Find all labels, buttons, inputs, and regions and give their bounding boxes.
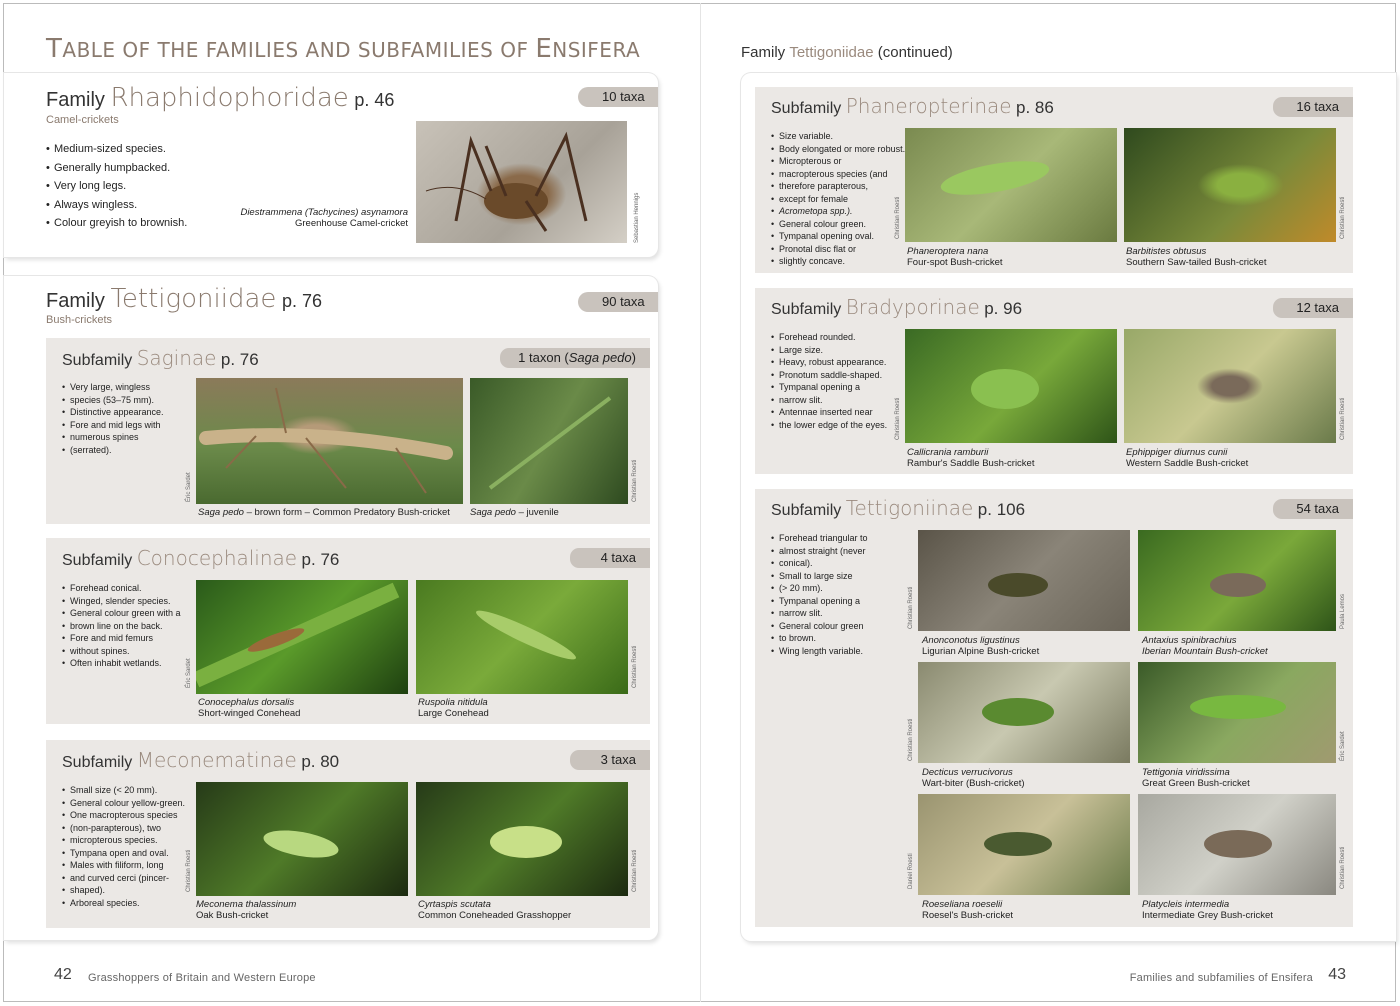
- subfamily-bradyporinae: [755, 288, 1353, 474]
- feature-item: • Very large, wingless: [62, 381, 164, 394]
- feature-item: • Pronotum saddle-shaped.: [771, 369, 887, 382]
- feature-list: [771, 532, 868, 657]
- feature-list: [62, 784, 185, 909]
- feature-item: • (non-parapterous), two: [62, 822, 185, 835]
- family-heading: Family Rhaphidophoridae p. 46: [46, 83, 395, 113]
- feature-item: • Large size.: [771, 344, 887, 357]
- taxa-badge: 16 taxa: [1273, 97, 1353, 117]
- taxa-badge: 12 taxa: [1273, 298, 1353, 318]
- photo-credit: Éric Sardet: [186, 658, 192, 688]
- photo-caption: Phaneroptera nana Four-spot Bush-cricket: [907, 246, 1003, 268]
- photo-caption: Barbitistes obtusus Southern Saw-tailed Bush-cricket: [1126, 246, 1267, 268]
- photo-caption: Cyrtaspis scutata Common Coneheaded Grasshopper: [418, 899, 572, 921]
- taxa-badge: 90 taxa: [578, 292, 658, 312]
- photo-caption: Saga pedo – juvenile: [470, 507, 559, 518]
- feature-list: [771, 130, 905, 268]
- photo-ruspolia-nitidula: [416, 580, 628, 694]
- feature-item: • brown line on the back.: [62, 620, 181, 633]
- family-heading: Family Tettigoniidae p. 76: [46, 284, 323, 314]
- photo-credit: Éric Sardet: [1340, 731, 1346, 761]
- photo-credit: Christian Roesti: [632, 645, 638, 688]
- family-card-rhaphidophoridae: [4, 73, 658, 257]
- feature-item: • almost straight (never: [771, 545, 868, 558]
- feature-item: • One macropterous species: [62, 809, 185, 822]
- photo-caption: Conocephalus dorsalis Short-winged Conehead: [198, 697, 301, 719]
- feature-item: • General colour green: [771, 620, 868, 633]
- subfamily-tettigoniinae: [755, 489, 1353, 927]
- feature-item: • Size variable.: [771, 130, 905, 143]
- photo-antaxius-spinibrachius: [1138, 530, 1336, 631]
- photo-caption: Decticus verrucivorus Wart-biter (Bush-cricket): [922, 767, 1025, 789]
- footer-chapter-title: Families and subfamilies of Ensifera: [1129, 972, 1313, 984]
- feature-item: • narrow slit.: [771, 607, 868, 620]
- feature-item: • Small size (< 20 mm).: [62, 784, 185, 797]
- feature-item: • slightly concave.: [771, 255, 905, 268]
- photo-caption: Platycleis intermedia Intermediate Grey Bush-cricket: [1142, 899, 1273, 921]
- feature-item: • Tympanal opening a: [771, 595, 868, 608]
- feature-item: • Fore and mid legs with: [62, 419, 164, 432]
- photo-caption: Meconema thalassinum Oak Bush-cricket: [196, 899, 297, 921]
- photo-credit: Christian Roesti: [632, 459, 638, 502]
- feature-item: • Medium-sized species.: [46, 140, 187, 159]
- photo-caption: Saga pedo – brown form – Common Predatory Bush-cricket: [198, 507, 450, 518]
- photo-credit: Paula Lemos: [1340, 593, 1346, 629]
- feature-item: • Generally humpbacked.: [46, 159, 187, 178]
- subfamily-conocephalinae: [46, 538, 650, 724]
- photo-caption: Ephippiger diurnus cunii Western Saddle Bush-cricket: [1126, 447, 1249, 469]
- subfamily-meconematinae: [46, 740, 650, 928]
- feature-item: • species (53–75 mm).: [62, 394, 164, 407]
- feature-item: • Tympanal opening a: [771, 381, 887, 394]
- photo-credit: Christian Roesti: [1340, 196, 1346, 239]
- feature-item: • Always wingless.: [46, 196, 187, 215]
- photo-phaneroptera-nana: [905, 128, 1117, 242]
- feature-item: • Small to large size: [771, 570, 868, 583]
- feature-item: • micropterous species.: [62, 834, 185, 847]
- photo-credit: Éric Sardet: [186, 472, 192, 502]
- feature-item: • Body elongated or more robust.: [771, 143, 905, 156]
- photo-cyrtaspis-scutata: [416, 782, 628, 896]
- subfamily-heading: Subfamily Conocephalinae p. 76: [62, 546, 340, 570]
- photo-decticus-verrucivorus: [918, 662, 1130, 763]
- feature-item: • (serrated).: [62, 444, 164, 457]
- photo-camel-cricket: [416, 121, 627, 243]
- feature-item: • numerous spines: [62, 431, 164, 444]
- feature-item: • macropterous species (and: [771, 168, 905, 181]
- feature-list: [62, 381, 164, 456]
- feature-item: • Forehead triangular to: [771, 532, 868, 545]
- feature-item: • Tympana open and oval.: [62, 847, 185, 860]
- family-common-name: Bush-crickets: [46, 314, 113, 326]
- photo-caption: Antaxius spinibrachius Iberian Mountain Bush-cricket: [1142, 635, 1268, 657]
- photo-platycleis-intermedia: [1138, 794, 1336, 895]
- feature-item: • General colour yellow-green.: [62, 797, 185, 810]
- feature-item: • without spines.: [62, 645, 181, 658]
- feature-item: • Distinctive appearance.: [62, 406, 164, 419]
- feature-item: • the lower edge of the eyes.: [771, 419, 887, 432]
- taxa-badge: 3 taxa: [570, 750, 650, 770]
- feature-item: • Males with filiform, long: [62, 859, 185, 872]
- feature-list: [62, 582, 181, 670]
- feature-item: • Micropterous or: [771, 155, 905, 168]
- subfamily-heading: Subfamily Saginae p. 76: [62, 346, 259, 370]
- feature-list: [46, 140, 187, 233]
- taxa-badge: 54 taxa: [1273, 499, 1353, 519]
- feature-item: • conical).: [771, 557, 868, 570]
- subfamily-heading: Subfamily Tettigoniinae p. 106: [771, 496, 1026, 520]
- feature-item: • to brown.: [771, 632, 868, 645]
- photo-credit: Christian Roesti: [1340, 397, 1346, 440]
- feature-item: • General colour green with a: [62, 607, 181, 620]
- photo-caption: Diestrammena (Tachycines) asynamora Greenhouse Camel-cricket: [240, 207, 408, 229]
- taxa-badge: 10 taxa: [578, 87, 658, 107]
- feature-item: • Pronotal disc flat or: [771, 243, 905, 256]
- photo-caption: Anonconotus ligustinus Ligurian Alpine Bush-cricket: [922, 635, 1040, 657]
- feature-item: • Tympanal opening oval.: [771, 230, 905, 243]
- photo-caption: Callicrania ramburii Rambur's Saddle Bush-cricket: [907, 447, 1035, 469]
- feature-item: • General colour green.: [771, 218, 905, 231]
- photo-credit: Christian Roesti: [908, 586, 914, 629]
- feature-item: • Antennae inserted near: [771, 406, 887, 419]
- photo-credit: Christian Roesti: [186, 849, 192, 892]
- photo-credit: Christian Roesti: [1340, 846, 1346, 889]
- photo-credit: Daniel Roesti: [908, 853, 914, 889]
- feature-item: • Heavy, robust appearance.: [771, 356, 887, 369]
- subfamily-heading: Subfamily Meconematinae p. 80: [62, 748, 340, 772]
- photo-credit: Sebastian Hennigs: [634, 192, 640, 243]
- feature-item: • Very long legs.: [46, 177, 187, 196]
- feature-item: • Often inhabit wetlands.: [62, 657, 181, 670]
- photo-callicrania-ramburii: [905, 329, 1117, 443]
- feature-item: • Winged, slender species.: [62, 595, 181, 608]
- taxa-badge: 1 taxon (Saga pedo): [500, 348, 650, 368]
- right-page-heading: Family Tettigoniidae (continued): [741, 44, 953, 61]
- page-number-right: 43: [1328, 966, 1346, 983]
- family-common-name: Camel-crickets: [46, 114, 119, 126]
- photo-credit: Christian Roesti: [908, 718, 914, 761]
- feature-item: • Colour greyish to brownish.: [46, 214, 187, 233]
- page-number-left: 42: [54, 966, 72, 983]
- family-card-tettigoniidae-continued: [741, 73, 1396, 941]
- photo-roeseliana-roeselii: [918, 794, 1130, 895]
- photo-saga-pedo-juvenile: [470, 378, 628, 504]
- feature-item: • Arboreal species.: [62, 897, 185, 910]
- feature-item: • Forehead conical.: [62, 582, 181, 595]
- feature-list: [771, 331, 887, 431]
- photo-meconema-thalassinum: [196, 782, 408, 896]
- photo-caption: Roeseliana roeselii Roesel's Bush-cricket: [922, 899, 1014, 921]
- subfamily-heading: Subfamily Bradyporinae p. 96: [771, 295, 1023, 319]
- feature-item: • Forehead rounded.: [771, 331, 887, 344]
- feature-item: • Acrometopa spp.).: [771, 205, 905, 218]
- feature-item: • (> 20 mm).: [771, 582, 868, 595]
- photo-credit: Christian Roesti: [895, 196, 901, 239]
- spine-divider: [700, 3, 701, 1002]
- photo-conocephalus-dorsalis: [196, 580, 408, 694]
- footer-book-title: Grasshoppers of Britain and Western Europe: [88, 972, 316, 984]
- subfamily-heading: Subfamily Phaneropterinae p. 86: [771, 94, 1054, 118]
- taxa-badge: 4 taxa: [570, 548, 650, 568]
- feature-item: • shaped).: [62, 884, 185, 897]
- photo-tettigonia-viridissima: [1138, 662, 1336, 763]
- photo-barbitistes-obtusus: [1124, 128, 1336, 242]
- photo-caption: Tettigonia viridissima Great Green Bush-cricket: [1142, 767, 1250, 789]
- subfamily-saginae: [46, 338, 650, 524]
- photo-credit: Christian Roesti: [895, 397, 901, 440]
- photo-caption: Ruspolia nitidula Large Conehead: [418, 697, 489, 719]
- feature-item: • Wing length variable.: [771, 645, 868, 658]
- feature-item: • Fore and mid femurs: [62, 632, 181, 645]
- feature-item: • except for female: [771, 193, 905, 206]
- photo-credit: Christian Roesti: [632, 849, 638, 892]
- photo-anonconotus-ligustinus: [918, 530, 1130, 631]
- feature-item: • and curved cerci (pincer-: [62, 872, 185, 885]
- photo-saga-pedo-brown: [196, 378, 463, 504]
- feature-item: • narrow slit.: [771, 394, 887, 407]
- photo-ephippiger-diurnus-cunii: [1124, 329, 1336, 443]
- page-title: TABLE OF THE FAMILIES AND SUBFAMILIES OF ENSIFERA: [46, 34, 641, 64]
- family-card-tettigoniidae: [4, 276, 658, 940]
- subfamily-phaneropterinae: [755, 87, 1353, 273]
- feature-item: • therefore parapterous,: [771, 180, 905, 193]
